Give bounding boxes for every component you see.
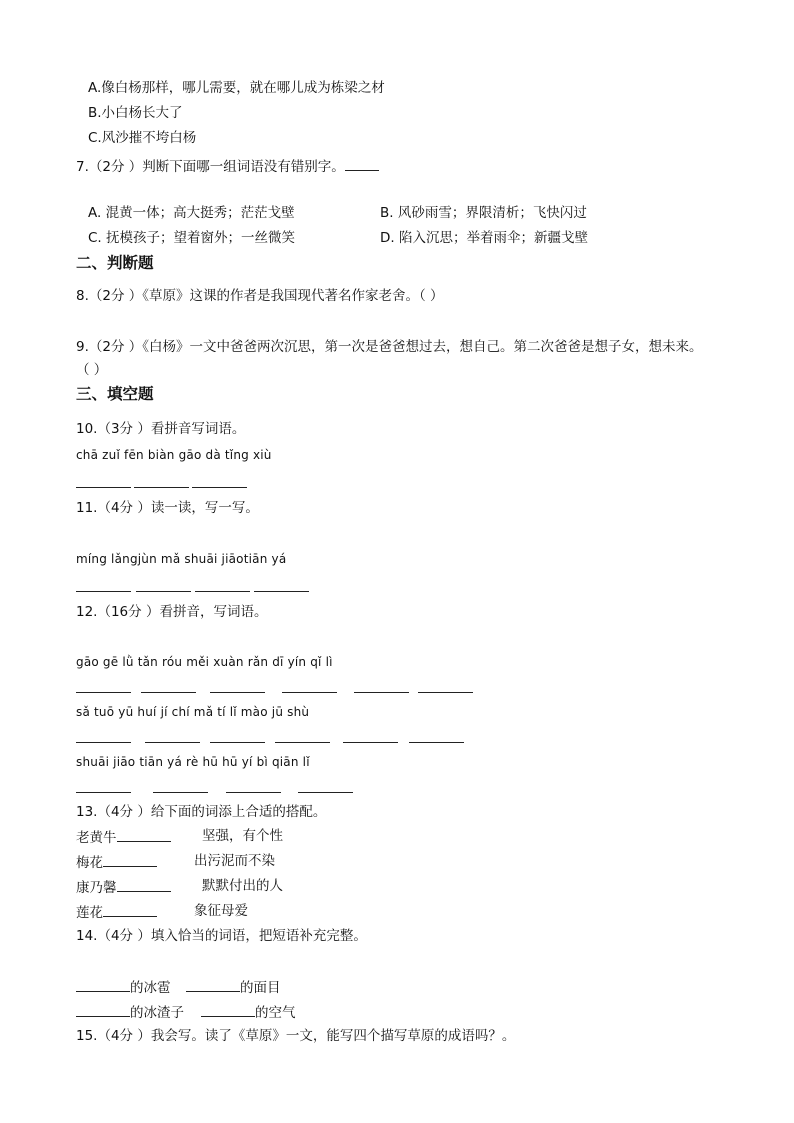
q10-pinyin: chā zuǐ fēn biàn gāo dà tǐng xiù [76, 448, 272, 462]
q11-blank-4[interactable] [254, 591, 309, 592]
q12-blank[interactable] [282, 692, 337, 693]
q9-stem: 9.（2分 ）《白杨》一文中爸爸两次沉思，第一次是爸爸想过去，想自己。第二次爸爸是想子女，想未来。 [76, 339, 703, 355]
q14-blank[interactable] [186, 977, 240, 992]
q13-row: 康乃馨 [76, 877, 171, 897]
q6-option-c: C.风沙摧不垮白杨 [88, 130, 197, 146]
q11-pinyin: míng lǎngjùn mǎ shuāi jiāotiān yá [76, 552, 287, 566]
q12-pinyin-row-3: shuāi jiāo tiān yá rè hū hū yí bì qiān lǐ [76, 755, 310, 769]
q11-blank-2[interactable] [136, 591, 191, 592]
q11-blank-1[interactable] [76, 591, 131, 592]
q10-blank-2[interactable] [134, 487, 189, 488]
q12-blank[interactable] [409, 742, 464, 743]
q6-option-a: A.像白杨那样，哪儿需要，就在哪儿成为栋梁之材 [88, 80, 385, 96]
q13-blank[interactable] [103, 852, 157, 867]
q13-match: 象征母爱 [194, 903, 248, 919]
q11-blank-3[interactable] [195, 591, 250, 592]
q12-blank[interactable] [76, 692, 131, 693]
q13-row: 老黄牛 [76, 827, 171, 847]
q9-answer-parens: （ ） [76, 362, 108, 378]
q13-row: 莲花 [76, 902, 157, 922]
q12-blank[interactable] [343, 742, 398, 743]
q7-answer-blank[interactable] [345, 156, 379, 171]
q6-option-b: B.小白杨长大了 [88, 105, 183, 121]
q10-stem: 10.（3分 ）看拼音写词语。 [76, 421, 246, 437]
q13-blank[interactable] [117, 827, 171, 842]
q13-blank[interactable] [103, 902, 157, 917]
q14-blank[interactable] [201, 1002, 255, 1017]
q8-stem: 8.（2分 ）《草原》这课的作者是我国现代著名作家老舍。（ ） [76, 288, 444, 304]
q13-stem: 13.（4分 ）给下面的词添上合适的搭配。 [76, 804, 327, 820]
q12-blank[interactable] [141, 692, 196, 693]
q12-blank[interactable] [76, 792, 131, 793]
section-heading-fill-in: 三、填空题 [76, 385, 154, 403]
q14-blank[interactable] [76, 977, 130, 992]
q7-option-a: A. 混黄一体；高大挺秀；茫茫戈壁 [88, 205, 295, 221]
q14-blank[interactable] [76, 1002, 130, 1017]
q14-stem: 14.（4分 ）填入恰当的词语，把短语补充完整。 [76, 928, 367, 944]
q12-blank[interactable] [354, 692, 409, 693]
q14-phrase: 的冰渣子 [76, 1002, 184, 1022]
q12-blank[interactable] [298, 792, 353, 793]
q7-option-c: C. 抚模孩子；望着窗外；一丝微笑 [88, 230, 296, 246]
q10-blank-1[interactable] [76, 487, 131, 488]
q12-blank[interactable] [418, 692, 473, 693]
q12-pinyin-row-2: sǎ tuō yū huí jí chí mǎ tí lǐ mào jū shù [76, 705, 310, 719]
q7-stem: 7.（2分 ）判断下面哪一组词语没有错别字。 [76, 156, 379, 176]
q13-match: 默默付出的人 [202, 878, 283, 894]
q13-blank[interactable] [117, 877, 171, 892]
q13-row: 梅花 [76, 852, 157, 872]
q14-phrase: 的空气 [201, 1002, 296, 1022]
q11-stem: 11.（4分 ）读一读，写一写。 [76, 500, 259, 516]
q7-option-d: D. 陷入沉思；举着雨伞；新疆戈壁 [380, 230, 588, 246]
q12-pinyin-row-1: gāo gē lǜ tǎn róu měi xuàn rǎn dī yín qǐ lì [76, 655, 333, 669]
q12-blank[interactable] [275, 742, 330, 743]
q12-blank[interactable] [145, 742, 200, 743]
q7-option-b: B. 风砂雨雪；界限清析；飞快闪过 [380, 205, 587, 221]
q12-blank[interactable] [210, 742, 265, 743]
q10-blank-3[interactable] [192, 487, 247, 488]
q12-blank[interactable] [210, 692, 265, 693]
section-heading-judgement: 二、判断题 [76, 254, 154, 272]
q12-blank[interactable] [153, 792, 208, 793]
q13-match: 坚强，有个性 [202, 828, 283, 844]
q12-blank[interactable] [226, 792, 281, 793]
q12-stem: 12.（16分 ）看拼音，写词语。 [76, 604, 268, 620]
q14-phrase: 的面目 [186, 977, 281, 997]
q12-blank[interactable] [76, 742, 131, 743]
q15-stem: 15.（4分 ）我会写。读了《草原》一文，能写四个描写草原的成语吗？。 [76, 1028, 516, 1044]
q13-match: 出污泥而不染 [194, 853, 275, 869]
q14-phrase: 的冰雹 [76, 977, 171, 997]
